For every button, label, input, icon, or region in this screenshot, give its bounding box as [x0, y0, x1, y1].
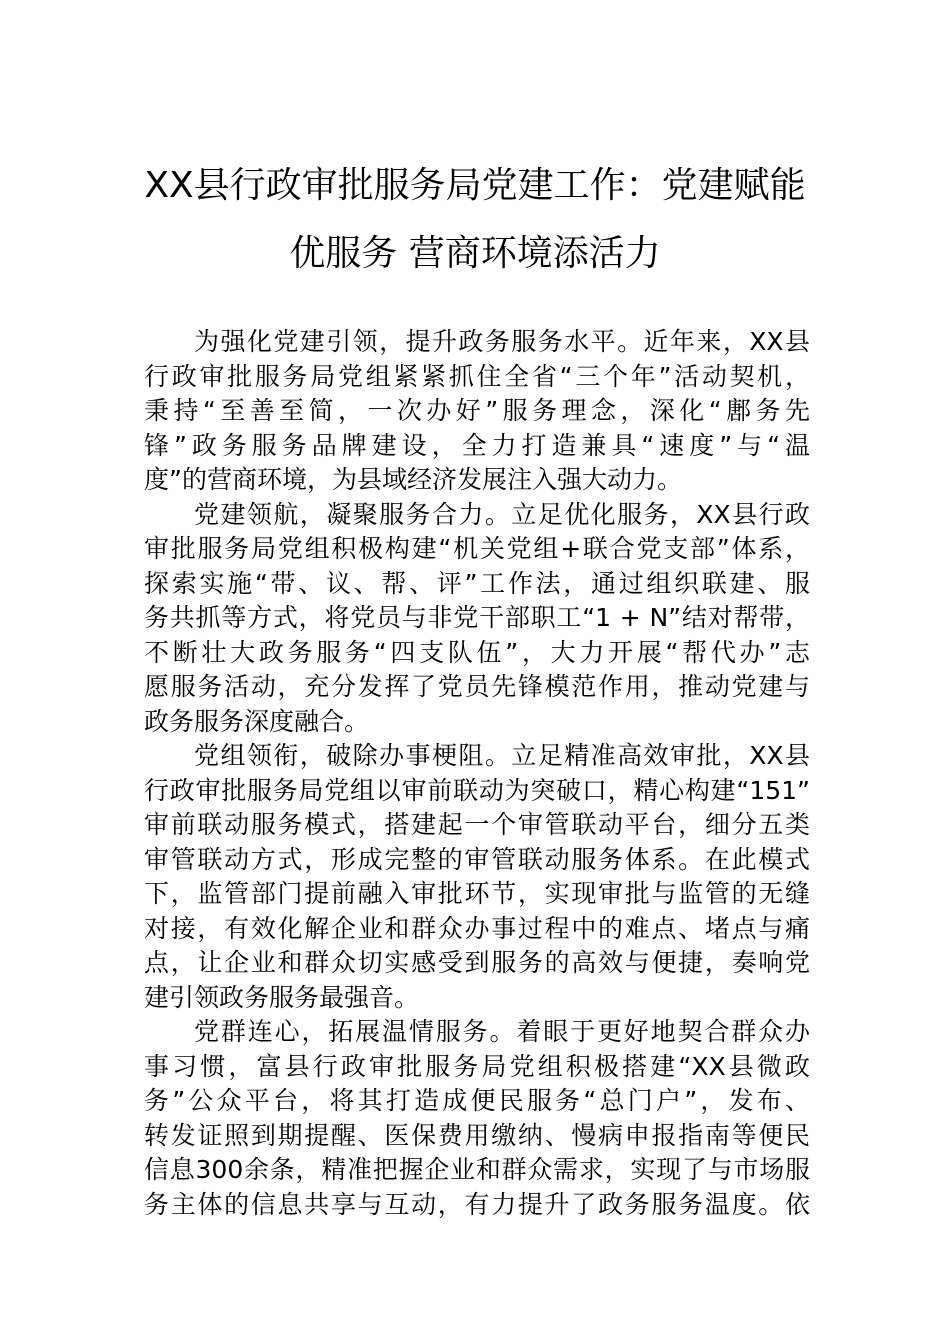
text-line: 审管联动方式，形成完整的审管联动服务体系。在此模式: [144, 844, 810, 874]
text-line: 转发证照到期提醒、医保费用缴纳、慢病申报指南等便民: [144, 1120, 810, 1150]
text-line: 度”的营商环境，为县域经济发展注入强大动力。: [144, 465, 682, 494]
text-line: 秉持“至善至简，一次办好”服务理念，深化“鄌务先: [144, 396, 810, 425]
text-line: 点，让企业和群众切实感受到服务的高效与便捷，奏响党: [144, 948, 810, 977]
text-line: 建引领政务服务最强音。: [144, 982, 420, 1012]
text-line: 务共抓等方式，将党员与非党干部职工“1 + N”结对帮带，: [144, 603, 810, 632]
paragraph: [144, 739, 810, 1015]
text-line: 务”公众平台，将其打造成便民服务“总门户”，发布、: [144, 1086, 810, 1115]
text-line: 为强化党建引领，提升政务服务水平。近年来，XX县: [194, 327, 810, 356]
text-line: 审前联动服务模式，搭建起一个审管联动平台，细分五类: [144, 810, 810, 839]
text-line: 锋”政务服务品牌建设，全力打造兼具“速度”与“温: [144, 430, 810, 460]
title-line: 优服务 营商环境添活力: [289, 233, 661, 274]
text-line: 政务服务深度融合。: [144, 706, 370, 736]
paragraph: [144, 1015, 810, 1222]
text-line: 党群连心，拓展温情服务。着眼于更好地契合群众办: [194, 1017, 810, 1046]
text-line: 行政审批服务局党组紧紧抓住全省“三个年”活动契机，: [144, 361, 810, 391]
paragraph: [144, 498, 810, 740]
paragraph: [144, 325, 810, 498]
text-line: 行政审批服务局党组以审前联动为突破口，精心构建“151”: [144, 775, 810, 805]
text-line: 信息300余条，精准把握企业和群众需求，实现了与市场服: [144, 1155, 810, 1184]
text-line: 务主体的信息共享与互动，有力提升了政务服务温度。依: [144, 1189, 810, 1219]
text-line: 审批服务局党组积极构建“机关党组+联合党支部”体系，: [144, 534, 810, 563]
page-title: [120, 152, 830, 288]
text-line: 愿服务活动，充分发挥了党员先锋模范作用，推动党建与: [144, 672, 810, 701]
document-body: [144, 325, 810, 1222]
text-line: 事习惯，富县行政审批服务局党组积极搭建“XX县微政: [144, 1051, 810, 1081]
text-line: 下，监管部门提前融入审批环节，实现审批与监管的无缝: [144, 879, 810, 908]
text-line: 不断壮大政务服务“四支队伍”，大力开展“帮代办”志: [144, 637, 810, 667]
text-line: 党组领衔，破除办事梗阻。立足精准高效审批，XX县: [194, 741, 810, 770]
text-line: 探索实施“带、议、帮、评”工作法，通过组织联建、服: [144, 568, 810, 598]
text-line: 党建领航，凝聚服务合力。立足优化服务，XX县行政: [194, 499, 810, 529]
text-line: 对接，有效化解企业和群众办事过程中的难点、堵点与痛: [144, 913, 810, 943]
title-line: XX县行政审批服务局党建工作：党建赋能: [144, 165, 806, 206]
